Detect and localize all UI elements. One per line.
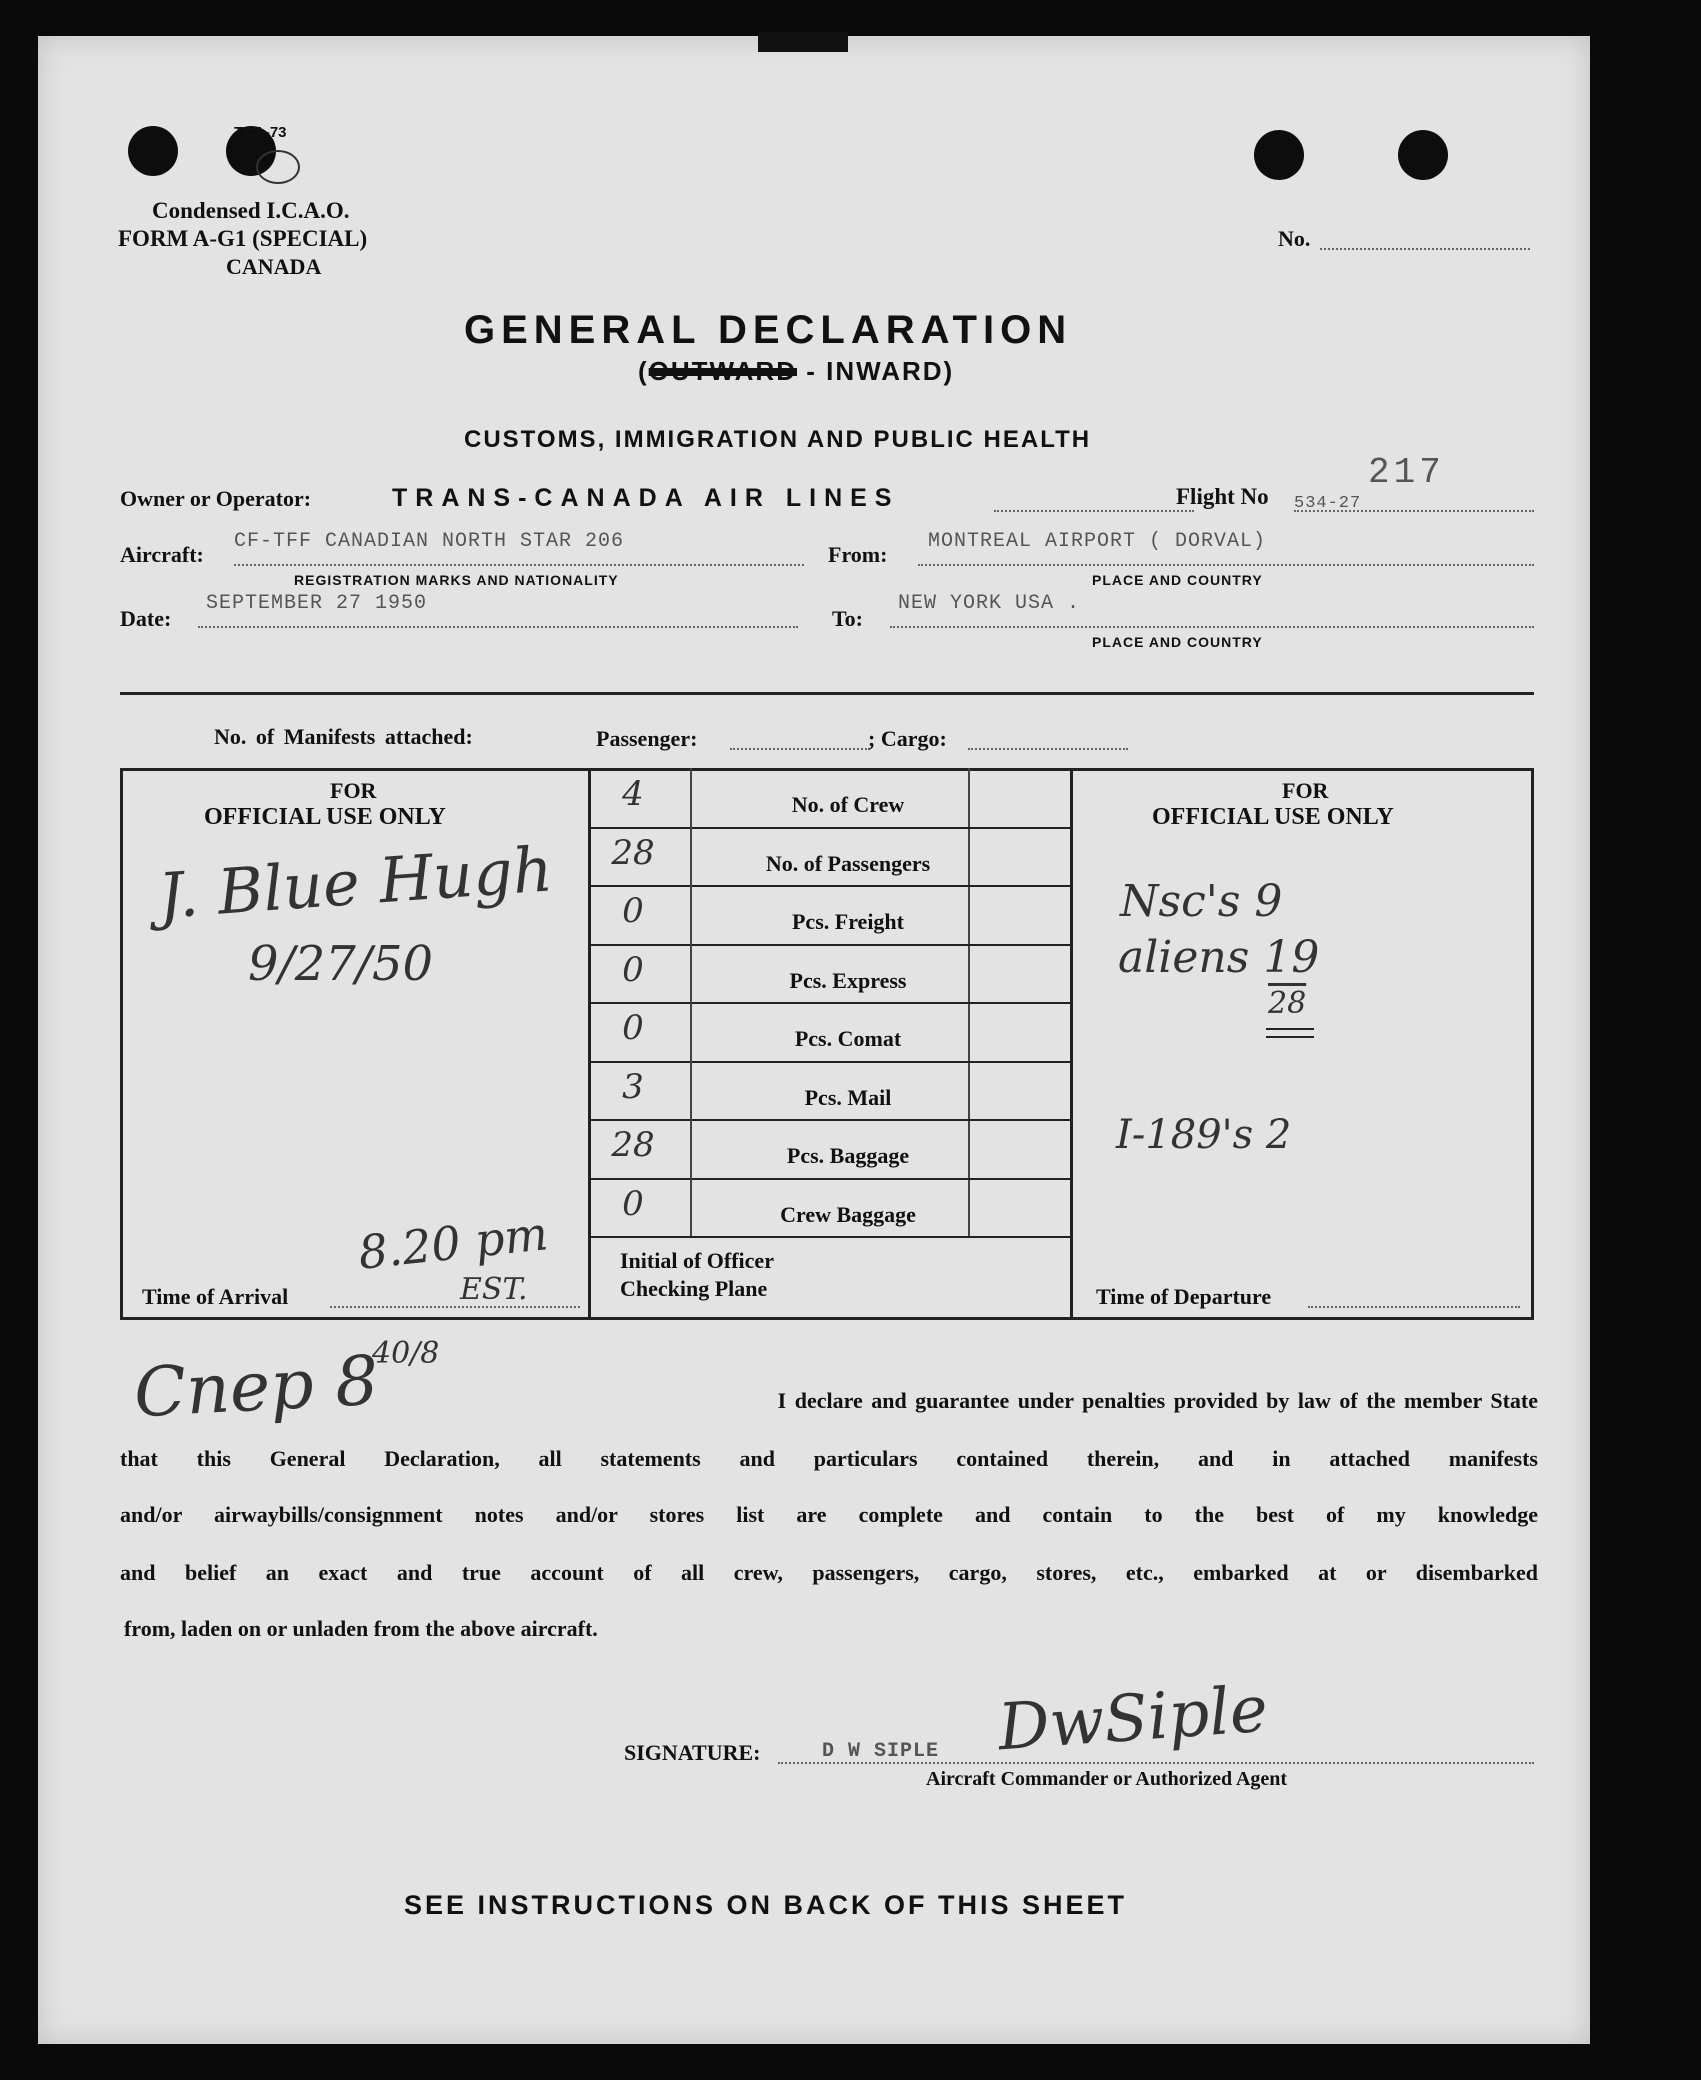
form-sheet (38, 36, 1590, 2044)
flight-value: 534-27 (1294, 494, 1362, 513)
to-value: NEW YORK USA . (898, 592, 1081, 615)
total-underline-1 (1266, 1028, 1314, 1030)
punch-hole-right-1 (1254, 130, 1304, 180)
value-column-divider (690, 768, 692, 1236)
union-label-seal (256, 150, 300, 184)
flight-field[interactable] (1294, 510, 1534, 512)
manifests-label: No. of Manifests attached: (214, 724, 473, 749)
right-note-1: Nsc's 9 (1120, 876, 1283, 927)
right-note-2: aliens 19 (1118, 932, 1320, 983)
time-departure-field[interactable] (1308, 1306, 1520, 1308)
date-field[interactable] (198, 626, 798, 628)
time-arrival-label: Time of Arrival (142, 1284, 289, 1309)
aircraft-caption: REGISTRATION MARKS AND NATIONALITY (294, 572, 619, 588)
form-code: TCA-73 (234, 124, 287, 141)
declaration-line-2: that this General Declaration, all statements and particulars contained therein, and in attached manifests (120, 1446, 1538, 1471)
right-official-heading-2: OFFICIAL USE ONLY (1152, 804, 1394, 830)
manifest-passenger-label: Passenger: (596, 726, 698, 751)
aircraft-value: CF-TFF CANADIAN NORTH STAR 206 (234, 530, 625, 553)
declaration-line-4: and belief an exact and true account of all crew, passengers, cargo, stores, etc., embarked at or disembarked (120, 1560, 1538, 1585)
from-label: From: (828, 542, 888, 567)
total-underline-2 (1266, 1036, 1314, 1038)
count-label: Pcs. Comat (794, 1026, 902, 1051)
paren-open: ( (638, 356, 649, 386)
count-value: 0 (622, 949, 644, 990)
declaration-line-3: and/or airwaybills/consignment notes and/or stores list are complete and contain to the best of my knowledge (120, 1502, 1538, 1527)
manifest-cargo-field[interactable] (968, 748, 1128, 750)
count-value: 0 (622, 1183, 644, 1224)
row-divider (588, 1002, 1070, 1004)
subtitle: CUSTOMS, IMMIGRATION AND PUBLIC HEALTH (464, 426, 1092, 453)
to-label: To: (832, 606, 863, 631)
signature-typed-name: D W SIPLE (822, 1740, 940, 1763)
owner-label: Owner or Operator: (120, 486, 312, 511)
count-value: 3 (622, 1066, 644, 1107)
punch-hole-right-2 (1398, 130, 1448, 180)
page-title: GENERAL DECLARATION (464, 308, 1073, 352)
time-departure-label: Time of Departure (1096, 1284, 1272, 1309)
count-label: Crew Baggage (780, 1201, 916, 1227)
from-value: MONTREAL AIRPORT ( DORVAL) (928, 530, 1267, 553)
no-field[interactable] (1320, 248, 1530, 250)
to-caption: PLACE AND COUNTRY (1092, 634, 1263, 650)
count-value: 28 (611, 832, 655, 873)
count-value: 28 (611, 1125, 655, 1165)
top-clip-mark (758, 32, 848, 52)
declaration-line-1: I declare and guarantee under penalties provided by law of the member State (777, 1388, 1538, 1413)
inward-label: - INWARD) (806, 356, 955, 386)
right-official-heading-1: FOR (1282, 778, 1329, 803)
signature-caption: Aircraft Commander or Authorized Agent (926, 1768, 1288, 1790)
flight-label: Flight No (1176, 484, 1269, 509)
row-divider (588, 827, 1070, 829)
manifest-passenger-field[interactable] (730, 748, 870, 750)
count-label: No. of Crew (791, 792, 905, 817)
count-value: 0 (622, 1008, 644, 1048)
handwritten-fraction: 40/8 (372, 1336, 440, 1371)
signature-handwritten: DwSiple (995, 1672, 1270, 1766)
time-arrival-field[interactable] (330, 1306, 580, 1308)
owner-line (994, 510, 1194, 512)
back-instructions: SEE INSTRUCTIONS ON BACK OF THIS SHEET (404, 1890, 1128, 1920)
officer-signature: J. Blue Hugh (155, 832, 555, 933)
box-divider-right (1070, 768, 1073, 1320)
initial-label-2: Checking Plane (620, 1276, 768, 1301)
form-line-2: FORM A-G1 (SPECIAL) (118, 226, 368, 251)
manifest-cargo-label: ; Cargo: (868, 726, 947, 751)
officer-date: 9/27/50 (248, 936, 434, 992)
date-value: SEPTEMBER 27 1950 (206, 592, 428, 615)
row-divider (588, 1178, 1070, 1180)
punch-hole-left-1 (128, 126, 178, 176)
owner-value: TRANS-CANADA AIR LINES (392, 484, 900, 512)
initial-label-1: Initial of Officer (620, 1248, 774, 1273)
count-label: Pcs. Mail (804, 1084, 892, 1110)
row-divider (588, 1119, 1070, 1121)
flight-handwritten: 217 (1368, 452, 1445, 493)
right-note-4: I-189's 2 (1116, 1112, 1292, 1158)
form-line-1: Condensed I.C.A.O. (152, 198, 350, 223)
handwritten-note: Cnep 8 (132, 1341, 381, 1434)
signature-field[interactable] (778, 1762, 1534, 1764)
form-line-3: CANADA (226, 254, 322, 279)
aircraft-label: Aircraft: (120, 542, 204, 567)
count-label: Pcs. Freight (791, 909, 904, 934)
section-divider (120, 692, 1534, 695)
count-label: Pcs. Baggage (786, 1143, 910, 1168)
title-direction (638, 356, 954, 387)
time-arrival-value: 8.20 pm (355, 1206, 551, 1280)
count-value: 4 (622, 774, 644, 814)
from-caption: PLACE AND COUNTRY (1092, 572, 1263, 588)
aircraft-field[interactable] (234, 564, 804, 566)
signature-label: SIGNATURE: (624, 1740, 761, 1765)
right-note-3: 28 (1268, 986, 1307, 1021)
outward-struck: OUTWARD (648, 356, 797, 386)
row-divider (588, 885, 1070, 887)
initial-divider (588, 1236, 1070, 1238)
count-label: No. of Passengers (765, 850, 931, 876)
left-official-heading-2: OFFICIAL USE ONLY (204, 804, 446, 830)
row-divider (588, 944, 1070, 946)
declaration-line-5: from, laden on or unladen from the above aircraft. (124, 1616, 598, 1641)
no-label: No. (1278, 226, 1311, 251)
time-arrival-zone: EST. (460, 1272, 528, 1307)
row-divider (588, 1061, 1070, 1063)
to-field[interactable] (890, 626, 1534, 628)
date-label: Date: (120, 606, 172, 631)
left-official-heading-1: FOR (330, 778, 377, 803)
count-value: 0 (622, 891, 644, 931)
count-label: Pcs. Express (789, 967, 907, 993)
from-field[interactable] (918, 564, 1534, 566)
